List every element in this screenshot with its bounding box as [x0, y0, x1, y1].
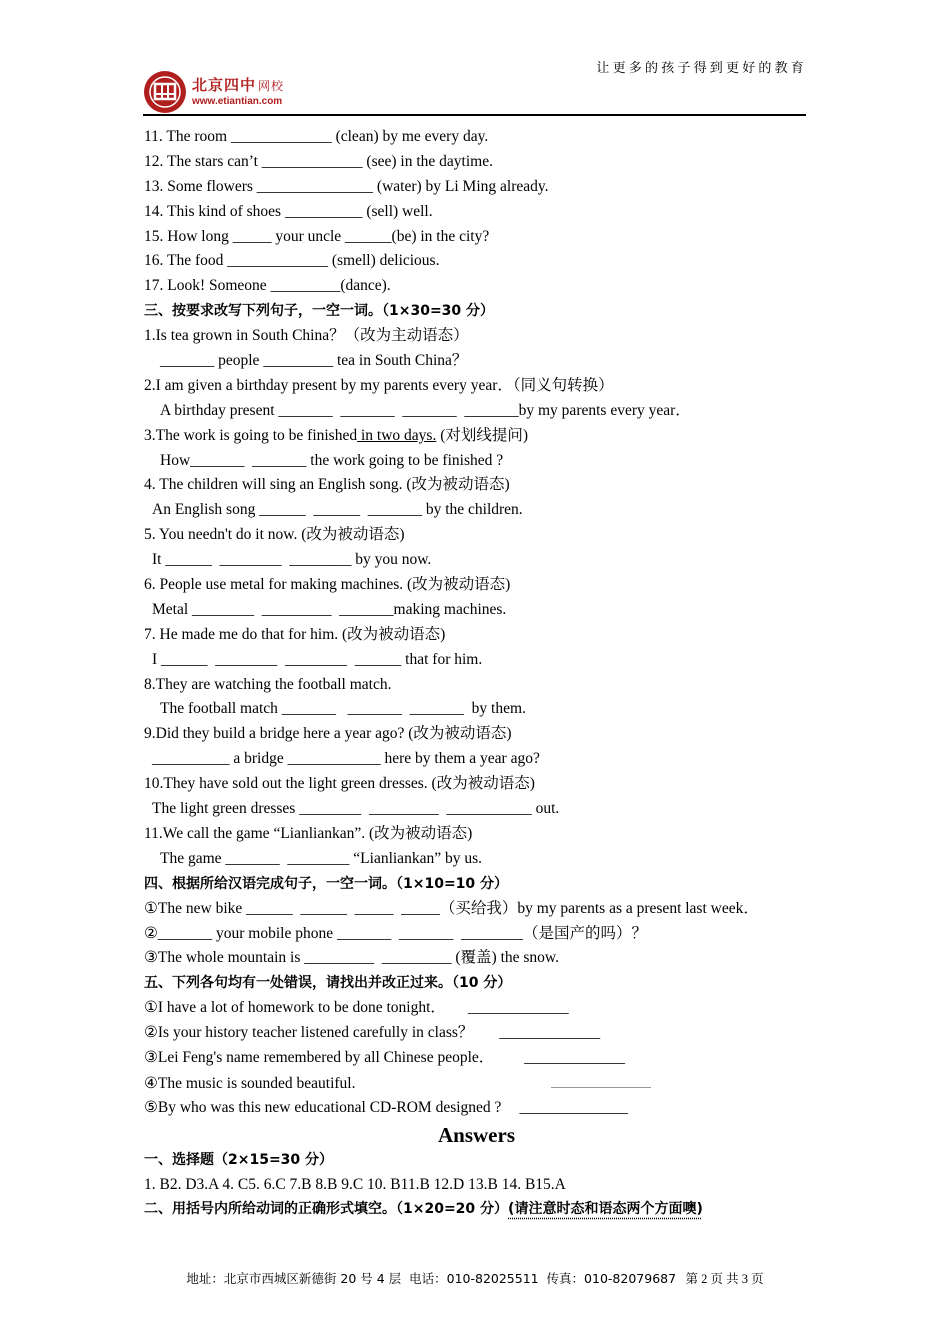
rewrite-question: 6. People use metal for making machines. (改为被动语态) — [144, 576, 511, 594]
brand-url: www.etiantian.com — [192, 96, 283, 107]
error-item: ②Is your history teacher listened carefully in class？ _____________ — [144, 1024, 601, 1042]
fill-item: 15. How long _____ your uncle ______(be) in the city? — [144, 227, 490, 245]
fill-item: 13. Some flowers _______________ (water) by Li Ming already. — [144, 177, 549, 195]
brand-suffix: 网校 — [258, 79, 285, 93]
rewrite-answer: __________ a bridge ____________ here by them a year ago? — [152, 750, 540, 768]
footer-address: 地址：北京市西城区新德街 20 号 4 层 电话：010-82025511 传真：010-82079687 — [186, 1271, 677, 1286]
rewrite-question: 11.We call the game “Lianliankan”. (改为被动语态) — [144, 824, 473, 842]
rewrite-answer: The football match _______ _______ _______ by them. — [160, 700, 526, 718]
error-item: ④The music is sounded beautiful. — [144, 1071, 809, 1096]
rewrite-answer: How_______ _______ the work going to be finished ? — [160, 451, 504, 469]
page-footer — [0, 1269, 950, 1287]
worksheet-content — [144, 125, 809, 1222]
rewrite-question: 5. You needn't do it now. (改为被动语态) — [144, 526, 405, 544]
answers-section-1-heading: 一、选择题（2×15=30 分） — [144, 1151, 334, 1168]
section-3-heading: 三、按要求改写下列句子，一空一词。（1×30=30 分） — [144, 303, 495, 320]
footer-page-number: 第 2 页 共 3 页 — [685, 1272, 764, 1286]
fill-item: 16. The food _____________ (smell) delicious. — [144, 252, 440, 270]
rewrite-answer: An English song ______ ______ _______ by the children. — [152, 501, 523, 519]
fill-item: 17. Look! Someone _________(dance). — [144, 277, 391, 295]
page-header — [0, 0, 950, 120]
rewrite-answer: A birthday present _______ _______ _______ _______by my parents every year． — [160, 401, 691, 419]
rewrite-question: 1.Is tea grown in South China？（改为主动语态） — [144, 327, 469, 345]
school-logo-icon — [143, 70, 187, 114]
rewrite-answer: Metal ________ _________ _______making machines. — [152, 600, 507, 618]
translation-item: ①The new bike ______ ______ _____ _____（买给我）by my parents as a present last week． — [144, 899, 759, 917]
error-item: ①I have a lot of homework to be done tonight． _____________ — [144, 999, 569, 1017]
fill-item: 11. The room _____________ (clean) by me every day. — [144, 128, 489, 145]
answer-blank — [551, 1071, 651, 1088]
rewrite-question: 2.I am given a birthday present by my parents every year．（同义句转换） — [144, 376, 614, 394]
section-5-heading: 五、下列各句均有一处错误，请找出并改正过来。（10 分） — [144, 975, 512, 992]
rewrite-answer: _______ people _________ tea in South China？ — [160, 352, 468, 370]
section-4-heading: 四、根据所给汉语完成句子，一空一词。（1×10=10 分） — [144, 875, 509, 892]
rewrite-question: 10.They have sold out the light green dresses. (改为被动语态) — [144, 775, 535, 793]
translation-item: ③The whole mountain is _________ _________ (覆盖) the snow. — [144, 949, 559, 967]
rewrite-question: 3.The work is going to be finished in two days. (对划线提问) — [144, 426, 529, 444]
rewrite-answer: I ______ ________ ________ ______ that for him. — [152, 650, 483, 668]
translation-item: ②_______ your mobile phone _______ _______ ________（是国产的吗）？ — [144, 924, 647, 942]
header-divider — [143, 114, 806, 116]
rewrite-answer: It ______ ________ ________ by you now. — [152, 551, 432, 569]
rewrite-answer: The light green dresses ________ _________ ___________ out. — [152, 800, 560, 818]
rewrite-answer: The game _______ ________ “Lianliankan” by us. — [160, 849, 482, 867]
answers-section-1: 1. B2. D3.A 4. C5. 6.C 7.B 8.B 9.C 10. B11.B 12.D 13.B 14. B15.A — [144, 1175, 566, 1193]
rewrite-question: 9.Did they build a bridge here a year ago? (改为被动语态) — [144, 725, 512, 743]
underlined-phrase: in two days. — [357, 426, 437, 444]
answers-title: Answers — [438, 1122, 515, 1147]
rewrite-question: 7. He made me do that for him. (改为被动语态) — [144, 625, 446, 643]
slogan: 让更多的孩子得到更好的教育 — [596, 61, 807, 76]
answers-section-2-heading: 二、用括号内所给动词的正确形式填空。（1×20=20 分）(请注意时态和语态两个方面噢) — [144, 1201, 703, 1218]
brand-name: 北京四中 网校 — [192, 76, 285, 94]
rewrite-question: 4. The children will sing an English song. (改为被动语态) — [144, 476, 510, 494]
fill-item: 14. This kind of shoes __________ (sell) well. — [144, 202, 433, 220]
rewrite-question: 8.They are watching the football match. — [144, 675, 392, 693]
answers-note: (请注意时态和语态两个方面噢) — [508, 1201, 703, 1218]
error-item: ⑤By who was this new educational CD-ROM designed ? ______________ — [144, 1098, 628, 1116]
error-item: ③Lei Feng's name remembered by all Chinese people． _____________ — [144, 1048, 626, 1066]
fill-item: 12. The stars can’t _____________ (see) in the daytime. — [144, 152, 493, 170]
